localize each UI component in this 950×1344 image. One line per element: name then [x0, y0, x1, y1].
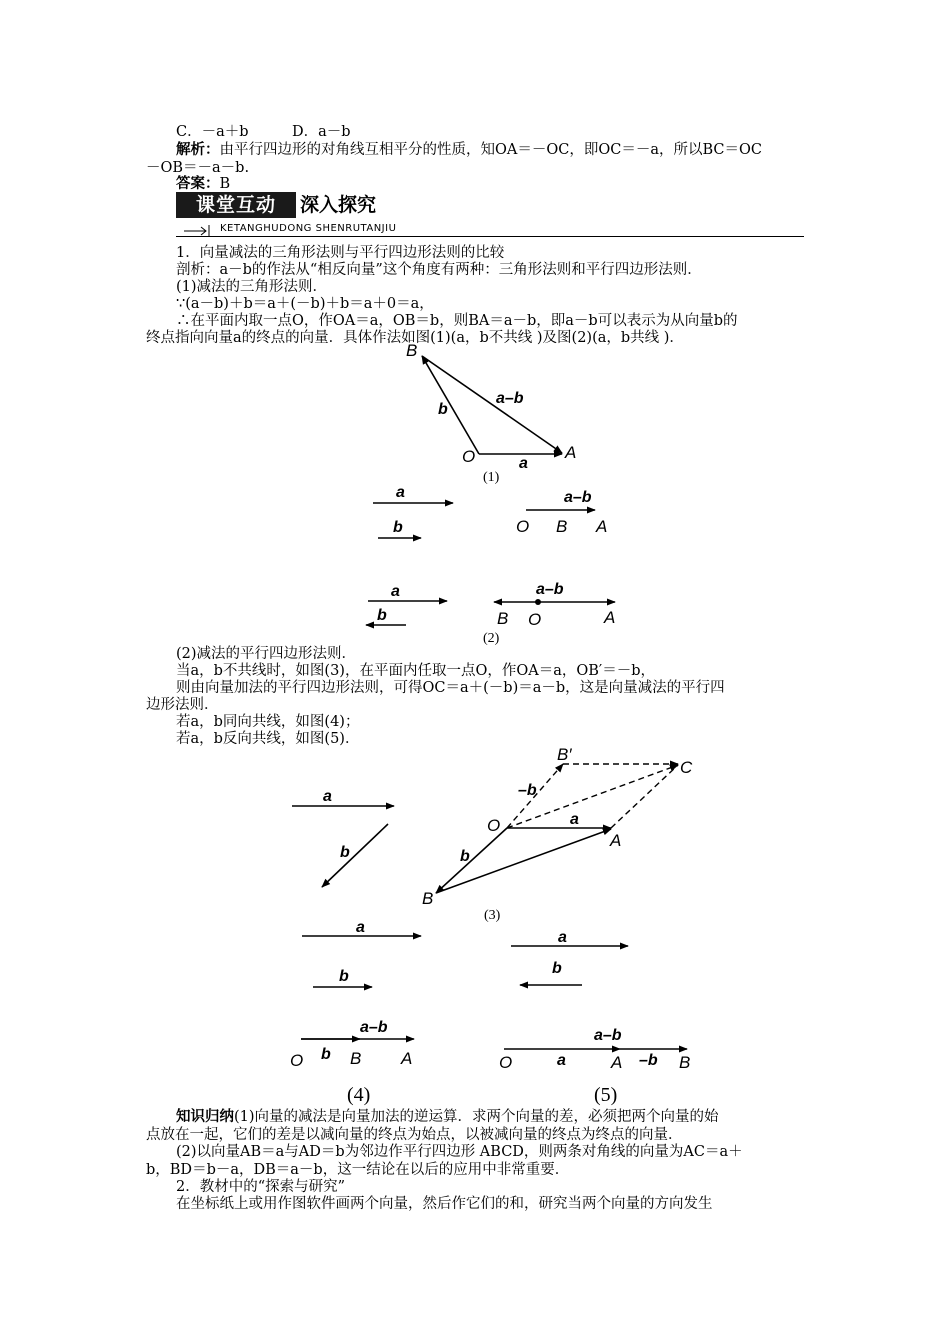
paragraph-line: 剖析：a－b的作法从“相反向量”这个角度有两种：三角形法则和平行四边形法则． [176, 262, 702, 278]
banner-subtitle-text: KETANGHUDONG SHENRUTANJIU [220, 223, 397, 234]
analysis-text: 由平行四边形的对角线互相平分的性质，知OA＝－OC，即OC＝－a，所以BC＝OC [219, 142, 762, 158]
point-label: O [499, 1053, 513, 1072]
figure-caption: (2) [483, 631, 500, 646]
vector-label: a [323, 788, 332, 805]
summary-text: (1)向量的减法是向量加法的逆运算．求两个向量的差，必须把两个向量的始 [234, 1109, 719, 1125]
vector-label: b [339, 968, 349, 985]
summary-line [176, 1108, 719, 1126]
point-label: O [528, 610, 542, 629]
paragraph-line: (2)减法的平行四边形法则． [176, 646, 357, 662]
point-label: B [679, 1053, 691, 1072]
vector-label: –b [639, 1052, 658, 1069]
point-label: A [565, 443, 577, 462]
point-label: B [497, 609, 509, 628]
point-label: B [422, 889, 434, 908]
vector-label: a [557, 1052, 566, 1069]
vector-label: b [460, 848, 470, 865]
vector-label: a [519, 455, 528, 472]
option-line: C．－a＋b D．a－b [176, 124, 351, 140]
paragraph-line: ∴在平面内取一点O，作OA＝a，OB＝b，则BA＝a－b，即a－b可以表示为从向量b的 [176, 313, 738, 329]
answer-value: B [219, 176, 231, 192]
paragraph-line: 终点指向向量a的终点的向量．具体作法如图(1)(a，b不共线 )及图(2)(a，b共线 )． [146, 330, 684, 346]
paragraph-line: 在坐标纸上或用作图软件画两个向量，然后作它们的和，研究当两个向量的方向发生 [176, 1196, 713, 1212]
point-label: A [610, 831, 622, 850]
point-label: B [350, 1049, 362, 1068]
vector-label: b [393, 519, 403, 536]
point-label: O [462, 447, 476, 466]
summary-label: 知识归纳 [176, 1108, 234, 1125]
point-label: O [487, 816, 501, 835]
figure-caption: (1) [483, 470, 500, 485]
vector-label: a [570, 811, 579, 828]
figure-caption: (3) [484, 908, 501, 923]
point-label: A [596, 517, 608, 536]
vector-label: a [391, 583, 400, 600]
paragraph-line: (2)以向量AB＝a与AD＝b为邻边作平行四边形 ABCD，则两条对角线的向量为AC＝a＋ [176, 1144, 743, 1160]
point-label: O [516, 517, 530, 536]
analysis-label: 解析： [176, 141, 220, 158]
heading-1: 1．向量减法的三角形法则与平行四边形法则的比较 [176, 245, 505, 261]
vector-label: a–b [594, 1027, 622, 1044]
vector-label: b [377, 607, 387, 624]
point-label: A [611, 1053, 623, 1072]
vector-label: a–b [360, 1019, 388, 1036]
vector-label: –b [518, 782, 537, 799]
paragraph-line: 当a，b不共线时，如图(3)，在平面内任取一点O，作OA＝a，OB′＝－b， [176, 663, 655, 679]
banner-dark-title: 课堂互动 [176, 192, 296, 218]
answer-label: 答案： [176, 175, 220, 192]
point-label: B [406, 341, 418, 360]
point-label: A [401, 1049, 413, 1068]
figure-caption: (5) [594, 1084, 618, 1106]
vector-label: b [340, 844, 350, 861]
banner-light-title: 深入探究 [300, 194, 377, 216]
paragraph-line: 则由向量加法的平行四边形法则，可得OC＝a＋(－b)＝a－b，这是向量减法的平行四 [176, 680, 725, 696]
point-label: B′ [557, 745, 572, 764]
paragraph-line: (1)减法的三角形法则． [176, 279, 328, 295]
point-label: O [290, 1051, 304, 1070]
vector-label: a [356, 919, 365, 936]
paragraph-line: ∵(a－b)＋b＝a＋(－b)＋b＝a＋0＝a， [176, 296, 434, 312]
paragraph-line: 若a，b同向共线，如图(4)； [176, 714, 360, 730]
vector-label: b [321, 1046, 331, 1063]
vector-label: a–b [564, 489, 592, 506]
vector-label: b [438, 401, 448, 418]
point-label: A [604, 608, 616, 627]
vector-label: b [552, 960, 562, 977]
figure-caption: (4) [347, 1084, 371, 1106]
vector-label: a–b [496, 390, 524, 407]
heading-2: 2．教材中的“探索与研究” [176, 1179, 346, 1195]
point-label: B [556, 517, 568, 536]
analysis-continuation: －OB＝－a－b. [146, 160, 250, 176]
vector-label: a [396, 484, 405, 501]
paragraph-line: b，BD＝b－a，DB＝a－b，这一结论在以后的应用中非常重要． [146, 1162, 570, 1178]
vector-label: a [558, 929, 567, 946]
paragraph-line: 边形法则． [146, 697, 219, 713]
paragraph-line: 点放在一起，它们的差是以减向量的终点为始点，以被减向量的终点为终点的向量． [146, 1127, 683, 1143]
vector-label: a–b [536, 581, 564, 598]
point-label: C [680, 758, 693, 777]
paragraph-line: 若a，b反向共线，如图(5)． [176, 731, 360, 747]
